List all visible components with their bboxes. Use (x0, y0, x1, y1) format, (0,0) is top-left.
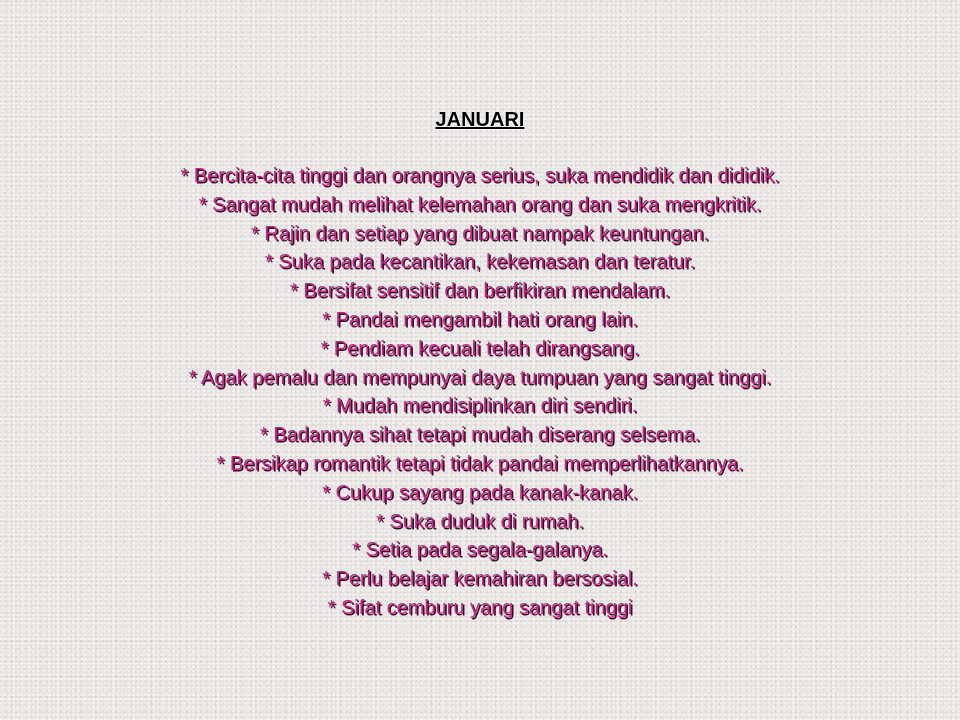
trait-item: * Badannya sihat tetapi mudah diserang selsema. (259, 424, 701, 447)
trait-item: * Sifat cemburu yang sangat tinggi (327, 596, 633, 619)
trait-item: * Rajin dan setiap yang dibuat nampak keuntungan. (250, 222, 710, 245)
trait-item: * Pendiam kecuali telah dirangsang. (320, 337, 640, 360)
trait-item: * Agak pemalu dan mempunyai daya tumpuan yang sangat tinggi. (188, 366, 772, 389)
trait-item: * Setia pada segala-galanya. (352, 539, 608, 562)
slide-title: JANUARI (435, 109, 525, 131)
trait-item: * Sangat mudah melihat kelemahan orang dan suka mengkritik. (198, 193, 762, 216)
trait-item: * Suka pada kecantikan, kekemasan dan teratur. (264, 251, 696, 274)
trait-item: * Bercita-cita tinggi dan orangnya serius, suka mendidik dan dididik. (180, 165, 780, 187)
trait-item: * Bersikap romantik tetapi tidak pandai memperlihatkannya. (216, 452, 744, 475)
trait-item: * Cukup sayang pada kanak-kanak. (322, 481, 638, 504)
trait-item: * Pandai mengambil hati orang lain. (322, 308, 638, 331)
trait-item: * Bersifat sensitif dan berfikiran mendalam. (289, 280, 671, 303)
trait-item: * Perlu belajar kemahiran bersosial. (322, 568, 638, 591)
trait-item: * Mudah mendisiplinkan diri sendiri. (322, 395, 638, 418)
trait-item: * Suka duduk di rumah. (376, 510, 584, 533)
trait-list (0, 162, 960, 623)
